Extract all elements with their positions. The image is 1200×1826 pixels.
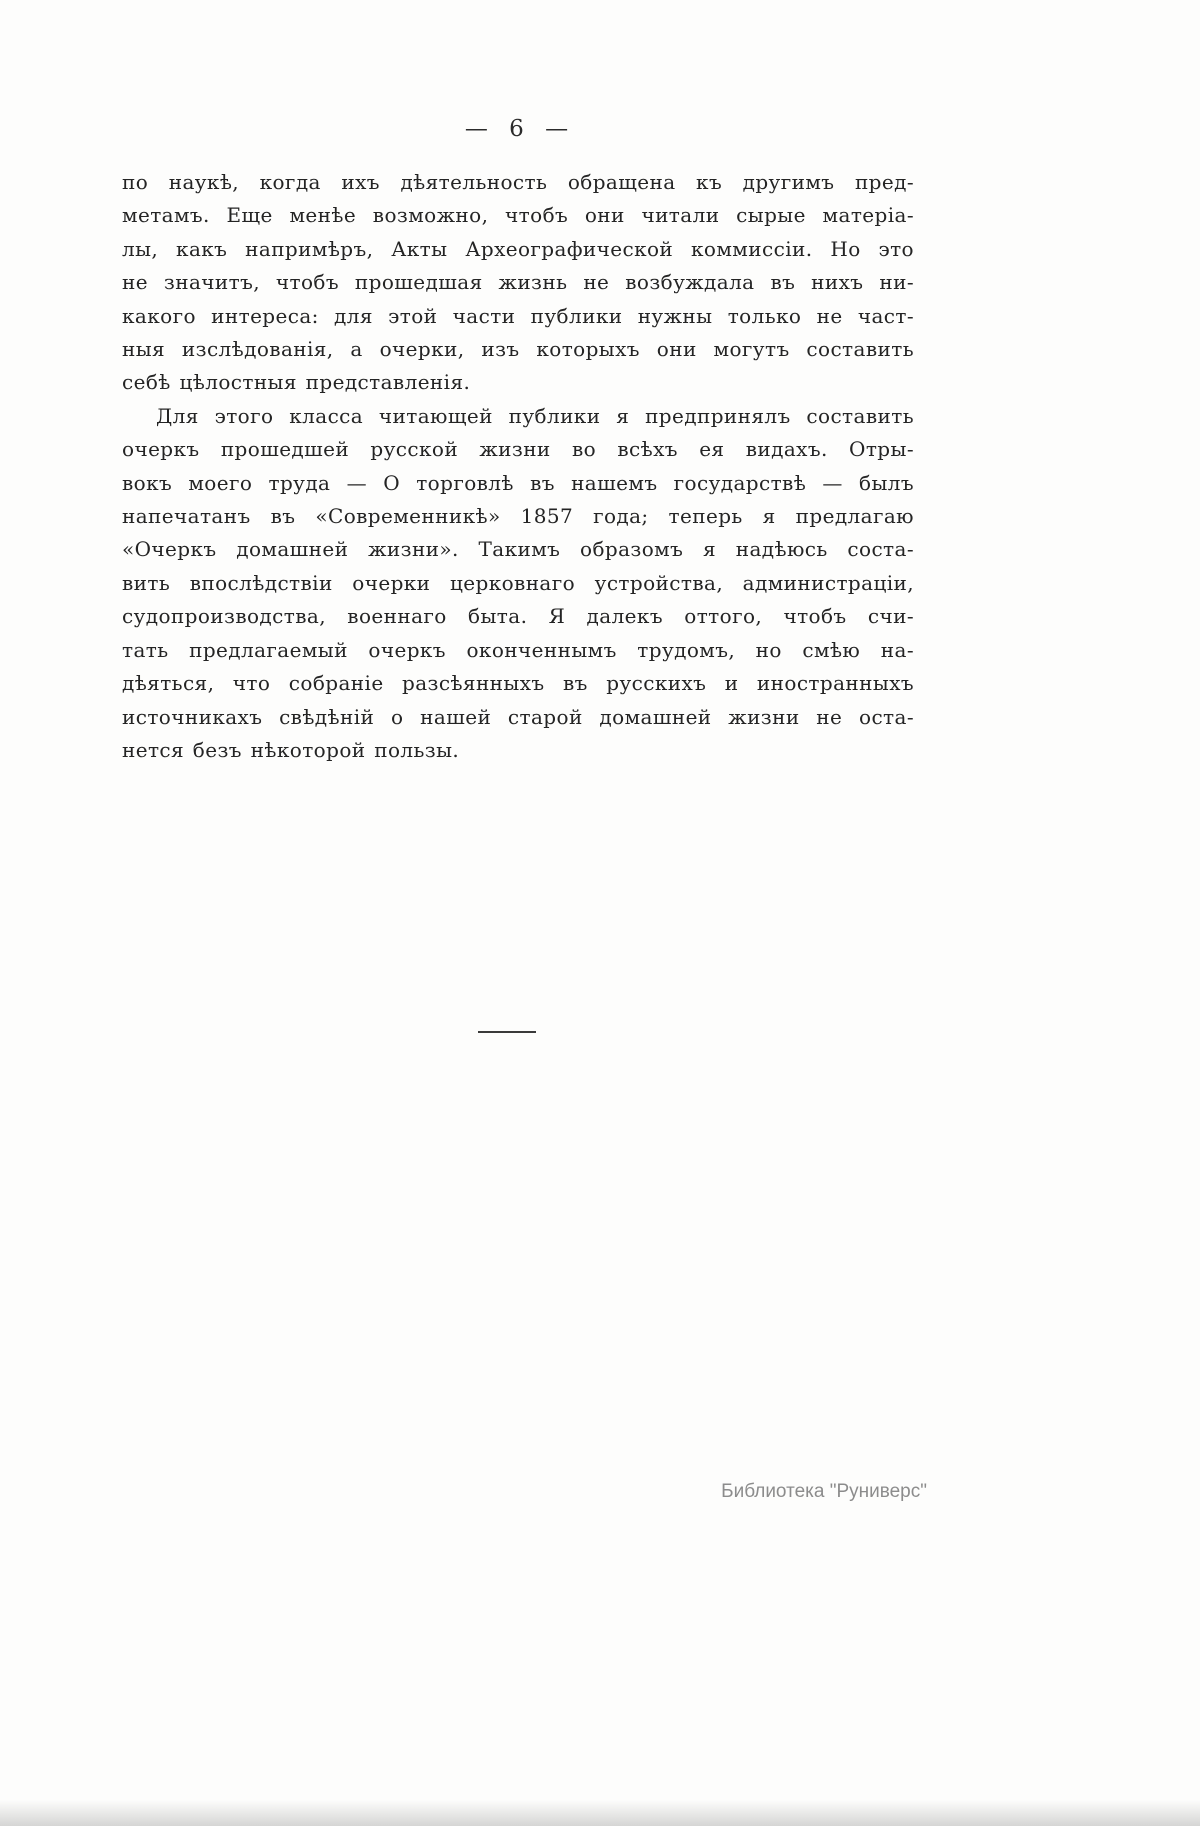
body-text <box>122 166 914 767</box>
paragraph-2 <box>122 400 914 767</box>
paragraph-1 <box>122 166 914 400</box>
text-line: по наукѣ, когда ихъ дѣятельность обращена къ другимъ пред- <box>122 170 914 194</box>
text-line: тать предлагаемый очеркъ оконченнымъ трудомъ, но смѣю на- <box>122 637 914 662</box>
text-line: вить впослѣдствіи очерки церковнаго устройства, администраціи, <box>122 570 914 595</box>
text-line: нется безъ нѣкоторой пользы. <box>122 737 460 762</box>
library-watermark: Библиотека "Руниверс" <box>721 1481 927 1502</box>
text-line: ныя изслѣдованія, а очерки, изъ которыхъ они могутъ составить <box>122 337 914 362</box>
text-line: метамъ. Еще менѣе возможно, чтобъ они читали сырые матеріа- <box>122 203 914 228</box>
text-line: Для этого класса читающей публики я предпринялъ составить <box>156 403 914 428</box>
text-line: не значитъ, чтобъ прошедшая жизнь не возбуждала въ нихъ ни- <box>122 270 914 295</box>
text-line: очеркъ прошедшей русской жизни во всѣхъ ея видахъ. Отры- <box>122 437 914 462</box>
text-line: себѣ цѣлостныя представленія. <box>122 370 471 395</box>
text-line: источникахъ свѣдѣній о нашей старой домашней жизни не оста- <box>122 704 914 729</box>
scan-bottom-edge <box>0 1800 1200 1826</box>
text-line: судопроизводства, военнаго быта. Я далекъ оттого, чтобъ счи- <box>122 604 914 629</box>
page-number: — 6 — <box>464 116 572 142</box>
text-line: «Очеркъ домашней жизни». Такимъ образомъ я надѣюсь соста- <box>122 537 914 562</box>
text-line: какого интереса: для этой части публики нужны только не част- <box>122 303 914 328</box>
text-line: лы, какъ напримѣръ, Акты Археографической коммиссіи. Но это <box>122 236 914 261</box>
text-line: напечатанъ въ «Современникѣ» 1857 года; теперь я предлагаю <box>122 504 914 529</box>
section-end-rule <box>478 1031 536 1033</box>
text-line: дѣяться, что собраніе разсѣянныхъ въ русскихъ и иностранныхъ <box>122 671 914 696</box>
text-line: вокъ моего труда — О торговлѣ въ нашемъ государствѣ — былъ <box>122 470 914 495</box>
